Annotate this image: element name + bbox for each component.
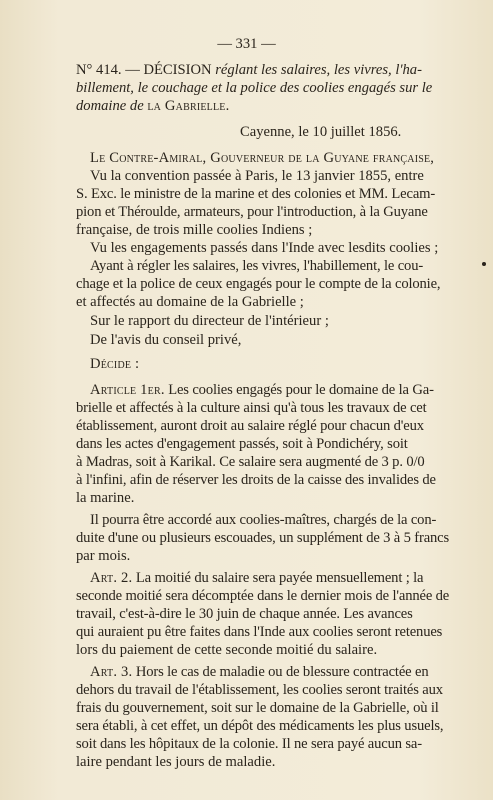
- article-3-label: Art. 3.: [90, 664, 133, 680]
- signatory: Le Contre-Amiral, Gouverneur de la Guyane française,: [90, 150, 435, 166]
- page-number: — 331 —: [217, 36, 276, 52]
- decision-heading: [76, 62, 422, 79]
- article-2-line: qui auraient pu être faites dans l'Inde aux coolies seront retenues: [76, 624, 443, 640]
- considerant-1-line: S. Exc. le ministre de la marine et des colonies et MM. Lecam-: [76, 186, 436, 202]
- considerant-5: De l'avis du conseil privé,: [90, 332, 242, 348]
- considerant-2: Vu les engagements passés dans l'Inde avec lesdits coolies ;: [90, 240, 439, 256]
- considerant-1-line: française, de trois mille coolies Indiens ;: [76, 222, 313, 238]
- decision-title-line-3: domaine de la Gabrielle.: [76, 98, 230, 114]
- article-2-line: Art. 2. La moitié du salaire sera payée mensuellement ; la: [90, 570, 424, 586]
- article-1-line: brielle et affectés à la culture ainsi qu'à tous les travaux de cet: [76, 400, 427, 416]
- article-1b-line: par mois.: [76, 548, 131, 564]
- margin-ink-dot: [482, 262, 486, 266]
- considerant-4: Sur le rapport du directeur de l'intérieur ;: [90, 313, 329, 329]
- considerant-3-line: chage et la police de ceux engagés pour le compte de la colonie,: [76, 276, 441, 292]
- article-2-label: Art. 2.: [90, 570, 133, 586]
- article-1-line: à Madras, soit à Karikal. Ce salaire sera augmenté de 3 p. 0/0: [76, 454, 425, 470]
- article-3-line: sera établi, à cet effet, un dépôt des médicaments les plus usuels,: [76, 718, 444, 734]
- article-1-line: établissement, auront droit au salaire réglé pour chacun d'eux: [76, 418, 424, 434]
- article-3-line: laire pendant les jours de maladie.: [76, 754, 276, 770]
- considerant-1-line: pion et Théroulde, armateurs, pour l'introduction, à la Guyane: [76, 204, 428, 220]
- article-1-line: Article 1er. Les coolies engagés pour le domaine de la Ga-: [90, 382, 434, 398]
- article-3-line: frais du gouvernement, soit sur le domaine de la Gabrielle, où il: [76, 700, 439, 716]
- decision-number: N° 414. — DÉCISION: [76, 62, 212, 78]
- considerant-3-line: Ayant à régler les salaires, les vivres, l'habillement, le cou-: [90, 258, 424, 274]
- considerant-1-line: Vu la convention passée à Paris, le 13 janvier 1855, entre: [90, 168, 424, 184]
- article-1-line: à l'infini, afin de réserver les droits de la caisse des invalides de: [76, 472, 436, 488]
- article-1b-line: Il pourra être accordé aux coolies-maîtres, chargés de la con-: [90, 512, 437, 528]
- article-2-line: lors du paiement de cette seconde moitié du salaire.: [76, 642, 378, 658]
- decision-title-line-2: billement, le couchage et la police des coolies engagés sur le: [76, 80, 433, 96]
- considerant-3-line: et affectés au domaine de la Gabrielle ;: [76, 294, 304, 310]
- decide-heading: Décide :: [90, 356, 140, 372]
- article-3-line: Art. 3. Hors le cas de maladie ou de blessure contractée en: [90, 664, 429, 680]
- article-3-line: dehors du travail de l'établissement, les coolies seront traités aux: [76, 682, 443, 698]
- article-3-line: soit dans les hôpitaux de la colonie. Il ne sera payé aucun sa-: [76, 736, 422, 752]
- article-1-label: Article 1er.: [90, 382, 165, 398]
- article-1-line: la marine.: [76, 490, 135, 506]
- article-2-line: travail, c'est-à-dire le 30 juin de chaque année. Les avances: [76, 606, 413, 622]
- dateline: Cayenne, le 10 juillet 1856.: [240, 124, 402, 140]
- article-1b-line: duite d'une ou plusieurs escouades, un supplément de 3 à 5 francs: [76, 530, 450, 546]
- article-1-line: dans les actes d'engagement passés, soit à Pondichéry, soit: [76, 436, 408, 452]
- article-2-line: seconde moitié sera décomptée dans le dernier mois de l'année de: [76, 588, 450, 604]
- decision-title-line-1: réglant les salaires, les vivres, l'ha-: [215, 62, 422, 78]
